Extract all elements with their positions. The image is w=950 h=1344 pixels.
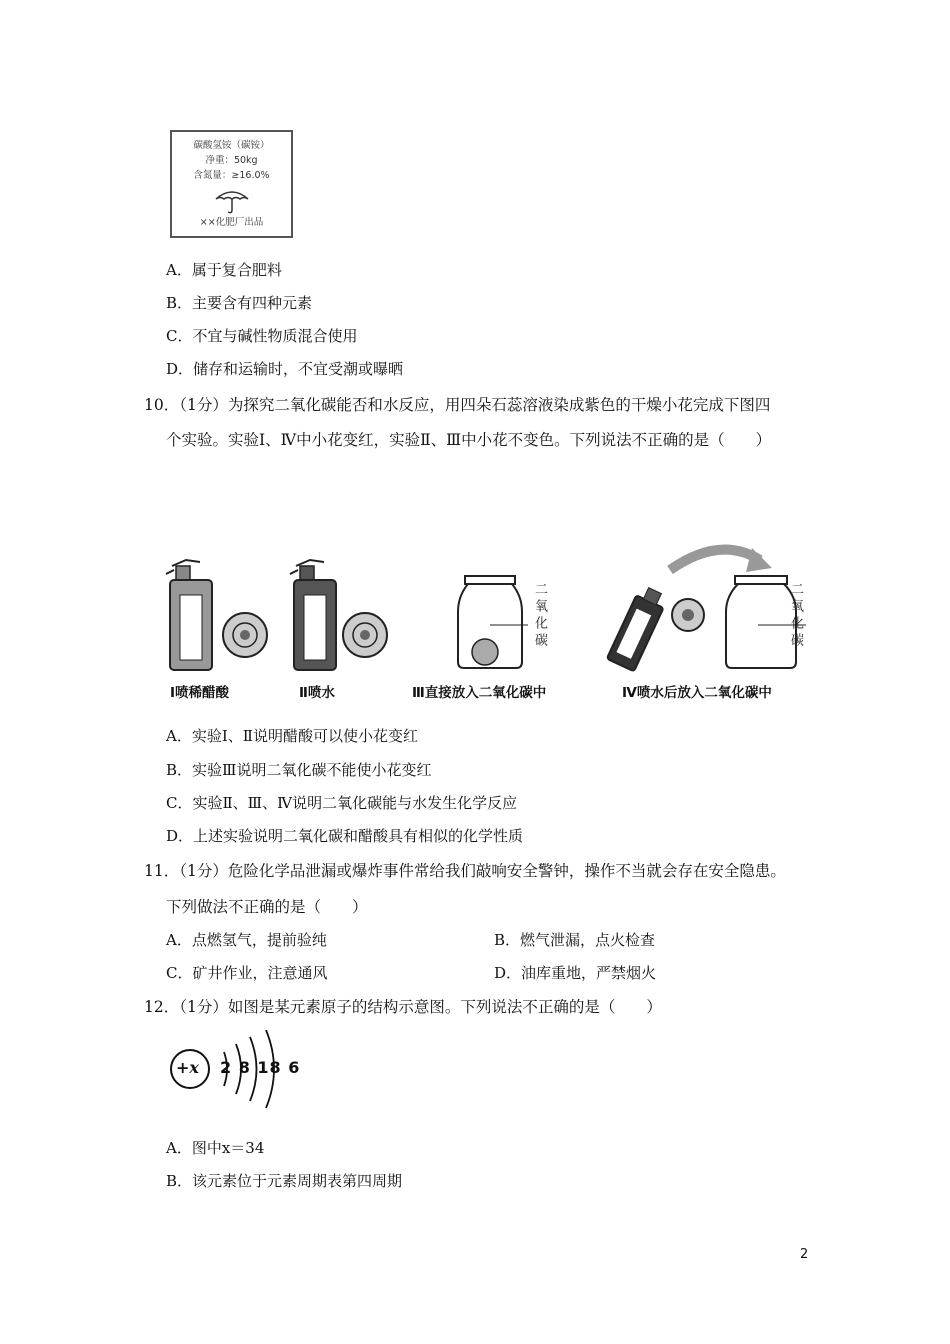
fertilizer-maker: ××化肥厂出品 xyxy=(199,217,264,228)
q11-stem-line2: 下列做法不正确的是（ ） xyxy=(166,898,368,916)
atom-nucleus-label: +x xyxy=(176,1058,199,1077)
fig-label-1: Ⅰ喷稀醋酸 xyxy=(170,685,230,701)
q10-experiment-figure xyxy=(160,540,820,680)
gas-jar-3 xyxy=(458,576,528,668)
q10-option-a: A．实验Ⅰ、Ⅱ说明醋酸可以使小花变红 xyxy=(166,727,418,745)
q11-option-c: C．矿井作业，注意通风 xyxy=(166,964,328,982)
q9-option-c: C．不宜与碱性物质混合使用 xyxy=(166,327,358,345)
fig-label-3: Ⅲ直接放入二氧化碳中 xyxy=(412,685,547,701)
transfer-arrow xyxy=(670,550,760,570)
q11-stem-line1: 11．（1分）危险化学品泄漏或爆炸事件常给我们敲响安全警钟，操作不当就会存在安全隐患。 xyxy=(144,862,786,880)
page-number: 2 xyxy=(800,1247,809,1262)
q11-option-d: D．油库重地，严禁烟火 xyxy=(494,964,657,982)
q10-option-b: B．实验Ⅲ说明二氧化碳不能使小花变红 xyxy=(166,761,432,779)
q11-option-a: A．点燃氢气，提前验纯 xyxy=(166,931,327,949)
q10-option-c: C．实验Ⅱ、Ⅲ、Ⅳ说明二氧化碳能与水发生化学反应 xyxy=(166,794,518,812)
fertilizer-nitrogen: 含氮量：≥16.0% xyxy=(193,170,270,181)
q12-stem: 12．（1分）如图是某元素原子的结构示意图。下列说法不正确的是（ ） xyxy=(144,998,662,1016)
q9-option-b: B．主要含有四种元素 xyxy=(166,294,313,312)
q9-option-a: A．属于复合肥料 xyxy=(166,261,282,279)
atom-shell-electrons: 2 8 18 6 xyxy=(220,1058,301,1077)
spray-bottle-2 xyxy=(290,560,336,670)
fertilizer-net-weight: 净重：50kg xyxy=(205,155,258,166)
fertilizer-name: 碳酸氢铵（碳铵） xyxy=(193,140,270,151)
umbrella-icon xyxy=(212,185,252,215)
q10-stem-line2: 个实验。实验Ⅰ、Ⅳ中小花变红，实验Ⅱ、Ⅲ中小花不变色。下列说法不正确的是（ ） xyxy=(166,431,772,449)
fertilizer-label-image xyxy=(170,130,293,238)
co2-label-3: 二氧化碳 xyxy=(532,582,547,650)
q11-option-b: B．燃气泄漏，点火检查 xyxy=(494,931,656,949)
spray-bottle-1 xyxy=(166,560,212,670)
q12-option-a: A．图中x＝34 xyxy=(166,1139,265,1157)
q10-stem-line1: 10．（1分）为探究二氧化碳能否和水反应，用四朵石蕊溶液染成紫色的干燥小花完成下图四 xyxy=(144,396,771,414)
flower-4 xyxy=(672,599,704,631)
fig-label-2: Ⅱ喷水 xyxy=(299,685,335,701)
q10-option-d: D．上述实验说明二氧化碳和醋酸具有相似的化学性质 xyxy=(166,827,524,845)
q12-option-b: B．该元素位于元素周期表第四周期 xyxy=(166,1172,403,1190)
co2-label-4: 二氧化碳 xyxy=(788,582,803,650)
flower-2 xyxy=(343,613,387,657)
q9-option-d: D．储存和运输时，不宜受潮或曝晒 xyxy=(166,360,404,378)
spray-bottle-4 xyxy=(607,584,669,671)
flower-1 xyxy=(223,613,267,657)
fig-label-4: Ⅳ喷水后放入二氧化碳中 xyxy=(622,685,772,701)
